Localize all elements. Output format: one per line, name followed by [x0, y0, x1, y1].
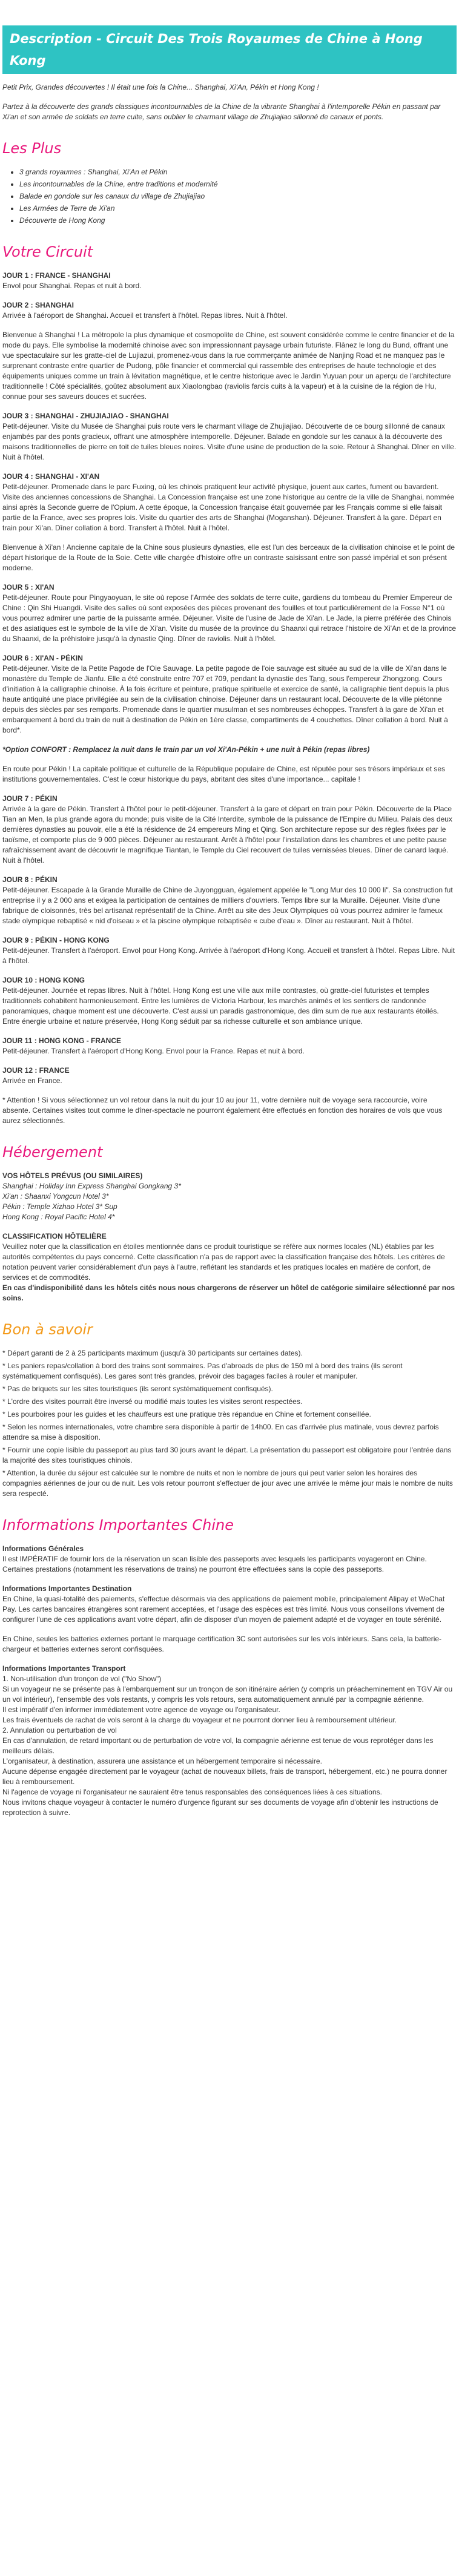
option-note: *Option CONFORT : Remplacez la nuit dans le train par un vol Xi'An-Pékin + une nuit à Pékin (repas libres)	[2, 745, 370, 754]
day-title: JOUR 12 : FRANCE	[2, 1066, 70, 1075]
good-to-know-item: * Départ garanti de 2 à 25 participants maximum (jusqu'à 30 participants sur certaines dates).	[2, 1349, 303, 1357]
classification-block	[2, 1231, 457, 1303]
plus-item: • Découverte de Hong Kong	[19, 216, 457, 226]
circuit-heading: Votre Circuit	[2, 243, 93, 260]
transport-item: Aucune dépense engagée directement par le voyageur (achat de nouveaux billets, frais de transport, hébergement, etc.) ne pourra donner lieu à remboursement.	[2, 1767, 447, 1786]
day-block	[2, 653, 457, 736]
plus-heading: Les Plus	[2, 140, 62, 157]
info-heading: Informations Importantes Chine	[2, 1517, 234, 1533]
day-block	[2, 764, 457, 785]
attention-note	[2, 1095, 457, 1126]
day-text: En route pour Pékin ! La capitale politique et culturelle de la République populaire de Chine, est réputée pour ses trésors impériaux et ses institutions gouvernementales. C'est le cœur historique du pays, abritant des sites d'une importance... capitale !	[2, 765, 446, 783]
day-block	[2, 875, 457, 926]
day-text: Bienvenue à Xi'an ! Ancienne capitale de la Chine sous plusieurs dynasties, elle est l'un des berceaux de la civilisation chinoise et le point de départ historique de la Route de la Soie. Cette ville chargée d'histoire offre un contraste saisissant entre son passé impérial et son présent moderne.	[2, 543, 455, 572]
day-block	[2, 542, 457, 573]
day-text: Arrivée à l'aéroport de Shanghai. Accueil et transfert à l'hôtel. Repas libres. Nuit à l'hôtel.	[2, 311, 288, 320]
info-transport-title: Informations Importantes Transport	[2, 1664, 126, 1673]
hotels-subheading: VOS HÔTELS PRÉVUS (OU SIMILAIRES)	[2, 1171, 143, 1180]
day-text: Petit-déjeuner. Transfert à l'aéroport. Envol pour Hong Kong. Arrivée à l'aéroport d'Hong Kong. Accueil et transfert à l'hôtel. Repas Libre. Nuit à l'hôtel.	[2, 946, 455, 965]
intro-greeting: Petit Prix, Grandes découvertes ! Il était une fois la Chine... Shanghai, Xi'An, Pékin et Hong Kong !	[2, 83, 319, 91]
hotel-item: Pékin : Temple Xizhao Hotel 3* Sup	[2, 1202, 117, 1211]
info-generales	[2, 1544, 457, 1575]
info-destination	[2, 1584, 457, 1625]
transport-item: Si un voyageur ne se présente pas à l'embarquement sur un tronçon de son itinéraire aérien (y compris un préacheminement en TGV Air ou un vol intérieur), l'ensemble des vols restants, y compris les vols retours, sera automatiquement annulé par la compagnie aérienne.	[2, 1685, 453, 1704]
day-text: Petit-déjeuner. Route pour Pingyaoyuan, le site où repose l'Armée des soldats de terre cuite, gardiens du tombeau du Premier Empereur de Chine : Qin Shi Huangdi. Visite des salles où sont exposées des pièces provenant des fouilles et tout particulièrement de la Fosse N°1 où vous pourrez admirer une partie de la puissante armée. Déjeuner. Visite de l'usine de Jade de Xi'an. Le Jade, la pierre préférée des Chinois et des asiatiques est le symbole de la ville de Xi'an. Visite du musée de la province du Shaanxi qui retrace l'histoire de Xi'An et de la province du Shaanxi, de la préhistoire jusqu'à la dynastie Qing. Dîner de raviolis. Nuit à l'hôtel.	[2, 593, 457, 643]
day-text: Envol pour Shanghai. Repas et nuit à bord.	[2, 282, 142, 290]
day-block	[2, 582, 457, 644]
good-to-know-item: * Selon les normes internationales, votre chambre sera disponible à partir de 14h00. En cas d'arrivée plus matinale, vous devrez parfois attendre sa mise à disposition.	[2, 1423, 439, 1441]
page	[0, 25, 459, 1818]
transport-item: Ni l'agence de voyage ni l'organisateur ne sauraient être tenus responsables des conséquences liées à ces situations.	[2, 1788, 382, 1796]
good-to-know-item: * L'ordre des visites pourrait être inversé ou modifié mais toutes les visites seront respectées.	[2, 1397, 303, 1406]
classification-note: En cas d'indisponibilité dans les hôtels cités nous nous chargerons de réserver un hôtel de catégorie similaire sélectionné par nos soins.	[2, 1283, 455, 1302]
good-to-know-item: * Les pourboires pour les guides et les chauffeurs est une pratique très répandue en Chine et fortement conseillée.	[2, 1410, 371, 1418]
transport-item: 1. Non-utilisation d'un tronçon de vol ("No Show")	[2, 1675, 162, 1683]
day-title: JOUR 6 : XI'AN - PÉKIN	[2, 654, 83, 662]
good-to-know-list	[2, 1348, 457, 1499]
classification-title: CLASSIFICATION HÔTELIÈRE	[2, 1232, 107, 1240]
day-title: JOUR 3 : SHANGHAI - ZHUJIAJIAO - SHANGHAI	[2, 412, 169, 420]
day-block	[2, 1036, 457, 1056]
day-block	[2, 271, 457, 291]
day-title: JOUR 9 : PÉKIN - HONG KONG	[2, 936, 110, 944]
day-title: JOUR 7 : PÉKIN	[2, 794, 58, 803]
day-block	[2, 975, 457, 1027]
day-block	[2, 1066, 457, 1086]
good-to-know-item: * Attention, la durée du séjour est calculée sur le nombre de nuits et non le nombre de jours qui peut varier selon les horaires des compagnies aériennes de jour ou de nuit. Les vols retour pourront s'effectuer de jour avec une arrivée le même jour mais le nombre de nuits sera respecté.	[2, 1469, 453, 1498]
info-destination-text: En Chine, la quasi-totalité des paiements, s'effectue désormais via des applications de paiement mobile, principalement Alipay et WeChat Pay. Les cartes bancaires étrangères sont rarement acceptées, et l'usage des espèces est très limité. Nous vous conseillons vivement de configurer l'une de ces applications avant votre départ, afin de disposer d'un moyen de paiement adapté et de voyager en toute sérénité.	[2, 1595, 445, 1624]
transport-item: Nous invitons chaque voyageur à contacter le numéro d'urgence figurant sur ses documents de voyage afin d'obtenir les instructions de reprotection à suivre.	[2, 1798, 438, 1817]
day-text: Petit-déjeuner. Visite de la Petite Pagode de l'Oie Sauvage. La petite pagode de l'oie sauvage est située au sud de la ville de Xi'an dans le monastère du Temple de Jianfu. Elle a été construite entre 707 et 709, pendant la dynastie des Tang, sous l'empereur Zhongzong. Cours d'initiation à la calligraphie chinoise. À la fois écriture et peinture, pratique spirituelle et exercice de santé, la calligraphie tient depuis la plus haute antiquité une place privilégiée au sein de la civilisation chinoise. Déjeuner dans un restaurant local. Découverte de la ville piétonne depuis des siècles par ses remparts. Promenade dans le quartier musulman et ses nombreuses échoppes. Transfert à la gare de Xi'an et embarquement à bord du train de nuit à destination de Pékin en 1ère classe, compartiments de 4 couchettes. Dîner collation à bord. Nuit à bord*.	[2, 664, 449, 734]
day-title: JOUR 4 : SHANGHAI - XI'AN	[2, 472, 100, 481]
hotel-item: Hong Kong : Royal Pacific Hotel 4*	[2, 1213, 115, 1221]
info-destination-title: Informations Importantes Destination	[2, 1584, 132, 1593]
day-text: Arrivée en France.	[2, 1076, 62, 1085]
day-text: Petit-déjeuner. Escapade à la Grande Muraille de Chine de Juyongguan, également appelée le "Long Mur des 10 000 li". Sa construction fut entreprise il y a 2 000 ans et exigea la participation de centaines de milliers d'ouvriers. Temps libre sur la Muraille. Déjeuner. Visite d'une fabrique de cloisonnés, très bel artisanat représentatif de la Chine. Arrêt au site des Jeux Olympiques où vous pourrez admirer le fameux stade olympique rebaptisé « nid d'oiseau » et la piscine olympique rebaptisée « cube d'eau ». Dîner au restaurant. Nuit à l'hôtel.	[2, 886, 453, 925]
day-title: JOUR 1 : FRANCE - SHANGHAI	[2, 271, 111, 280]
good-to-know-item: * Les paniers repas/collation à bord des trains sont sommaires. Pas d'abroads de plus de 150 ml à bord des trains (ils seront systématiquement confisqués). Les gares sont très grandes, prévoir des bagages faciles à rouler et manipuler.	[2, 1362, 403, 1380]
hotel-item: Shanghai : Holiday Inn Express Shanghai Gongkang 3*	[2, 1182, 181, 1190]
day-text: Arrivée à la gare de Pékin. Transfert à l'hôtel pour le petit-déjeuner. Transfert à la gare et départ en train pour Pékin. Découverte de la Place Tian an Men, la plus grande agora du monde; puis visite de la Cité Interdite, symbole de la puissance de l'Empire du Milieu. Palais des deux dernières dynasties au pouvoir, elle a été la résidence de 24 empereurs Ming et Qing. Son architecture repose sur des règles fixées par le taoïsme, et comporte plus de 9 000 pièces. Déjeuner au restaurant. Arrêt à l'hôtel pour l'installation dans les chambres et une petite pause rafraîchissement avant de découvrir le magnifique Tiantan, le Temple du Ciel recouvert de tuiles vernissées bleues. Dîner de canard laqué. Nuit à l'hôtel.	[2, 805, 452, 865]
day-text: Petit-déjeuner. Visite du Musée de Shanghai puis route vers le charmant village de Zhujiajiao. Découverte de ce bourg sillonné de canaux enjambés par des ponts gracieux, offrant une atmosphère intemporelle. Déjeuner. Balade en gondole sur les canaux à la découverte des maisons traditionnelles de pierre en toit de tuiles bleues noires. Visite d'une usine de production de la soie. Retour à Shanghai. Dîner en ville. Nuit à l'hôtel.	[2, 422, 457, 461]
day-block	[2, 935, 457, 966]
day-text: Petit-déjeuner. Transfert à l'aéroport d'Hong Kong. Envol pour la France. Repas et nuit à bord.	[2, 1047, 305, 1055]
hotels-heading: Hébergement	[2, 1144, 103, 1161]
info-destination-2: En Chine, seules les batteries externes portant le marquage certification 3C sont autorisées sur les vols intérieurs. Sans cela, la batterie-chargeur et batteries externes seront confisquées.	[2, 1635, 442, 1653]
transport-item: Les frais éventuels de rachat de vols seront à la charge du voyageur et ne pourront donner lieu à remboursement ultérieur.	[2, 1716, 397, 1724]
transport-item: L'organisateur, à destination, assurera une assistance et un hébergement temporaire si nécessaire.	[2, 1757, 322, 1765]
transport-item: En cas d'annulation, de retard important ou de perturbation de votre vol, la compagnie aérienne est tenue de vous reprotéger dans les meilleurs délais.	[2, 1736, 434, 1755]
day-text: Petit-déjeuner. Journée et repas libres. Nuit à l'hôtel. Hong Kong est une ville aux mille contrastes, où gratte-ciel futuristes et temples traditionnels cohabitent harmonieusement. Entre les lumières de Victoria Harbour, les marchés animés et les sentiers de randonnée panoramiques, chaque moment est une découverte. C'est aussi un paradis gastronomique, des dim sum de rue aux restaurants étoilés. Entre énergie urbaine et nature préservée, Hong Kong séduit par sa richesse culturelle et son ambiance unique.	[2, 986, 439, 1026]
intro-body: Partez à la découverte des grands classiques incontournables de la Chine de la vibrante Shanghai à l'intemporelle Pékin en passant par Xi'an et son armée de soldats en terre cuite, sans oublier le charmant village de Zhujiajiao sillonné de canaux et ponts.	[2, 102, 441, 121]
plus-item: • Les Armées de Terre de Xi'an	[19, 203, 457, 214]
page-title: Description - Circuit Des Trois Royaumes de Chine à Hong Kong	[2, 25, 457, 74]
info-generales-text: Il est IMPÉRATIF de fournir lors de la réservation un scan lisible des passeports avec lesquels les participants voyageront en Chine. Certaines prestations (notamment les réservations de trains) ne pourront être effectuées sans la copie des passeports.	[2, 1555, 427, 1573]
transport-item: Il est impératif d'en informer immédiatement votre agence de voyage ou l'organisateur.	[2, 1705, 280, 1714]
hotel-item: Xi'an : Shaanxi Yongcun Hotel 3*	[2, 1192, 109, 1201]
good-to-know-item: * Fournir une copie lisible du passeport au plus tard 30 jours avant le départ. La présentation du passeport est obligatoire pour l'entrée dans la majorité des sites touristiques chinois.	[2, 1446, 452, 1464]
attention-text: * Attention ! Si vous sélectionnez un vol retour dans la nuit du jour 10 au jour 11, votre dernière nuit de voyage sera raccourcie, voire absente. Certaines visites tout comme le dîner-spectacle ne pourront également être effectués en fonction des horaires de vols que vous aurez sélectionnés.	[2, 1096, 443, 1125]
info-generales-title: Informations Générales	[2, 1544, 84, 1553]
day-text: Bienvenue à Shanghai ! La métropole la plus dynamique et cosmopolite de Chine, est souvent considérée comme le centre financier et de la mode du pays. Elle symbolise la modernité chinoise avec son impressionnant paysage urbain futuriste. Flânez le long du Bund, offrant une vue spectaculaire sur les gratte-ciel de Lujiazui, promenez-vous dans la rue commerçante animée de Nanjing Road et ne manquez pas le surprenant contraste entre quartier de Pudong, pôle financier et commercial qui rassemble des entreprises de haute technologie et des équipements uniques comme un train à lévitation magnétique, et le centre historique avec le Jardin Yuyuan pour un aperçu de l'architecture traditionnelle ! Côté spécialités, goûtez absolument aux Xiaolongbao (raviolis farcis cuits à la vapeur) et à la cuisine de la région de Hu, connue pour ses saveurs douces et sucrées.	[2, 331, 455, 401]
circuit-days	[2, 271, 457, 1126]
plus-item: • Les incontournables de la Chine, entre traditions et modernité	[19, 179, 457, 189]
info-transport	[2, 1664, 457, 1818]
good-to-know-heading: Bon à savoir	[2, 1321, 93, 1338]
day-title: JOUR 2 : SHANGHAI	[2, 301, 74, 309]
hotels-block	[2, 1171, 457, 1222]
classification-text: Veuillez noter que la classification en étoiles mentionnée dans ce produit touristique se réfère aux normes locales (NL) établies par les autorités compétentes du pays concerné. Cette classification n'a pas de rapport avec la classification française des hôtels. Les critères de notation peuvent varier considérablement d'un pays à l'autre, reflétant les standards et les pratiques locales en matière de confort, de services et de commodités.	[2, 1242, 445, 1282]
day-block	[2, 330, 457, 402]
day-title: JOUR 10 : HONG KONG	[2, 976, 85, 984]
day-title: JOUR 5 : XI'AN	[2, 583, 54, 591]
transport-item: 2. Annulation ou perturbation de vol	[2, 1726, 117, 1734]
day-title: JOUR 11 : HONG KONG - FRANCE	[2, 1036, 122, 1045]
plus-item: • Balade en gondole sur les canaux du village de Zhujiajiao	[19, 191, 457, 202]
day-block	[2, 794, 457, 866]
plus-list	[2, 167, 457, 226]
day-block	[2, 300, 457, 321]
day-block	[2, 472, 457, 533]
good-to-know-item: * Pas de briquets sur les sites touristiques (ils seront systématiquement confisqués).	[2, 1385, 273, 1393]
day-block	[2, 411, 457, 463]
day-text: Petit-déjeuner. Promenade dans le parc Fuxing, où les chinois pratiquent leur activité physique, jouent aux cartes, fument ou bavardent. Visite des anciennes concessions de Shanghai. La Concession française est une zone historique au centre de la ville de Shanghai, nommée ainsi après la Seconde guerre de l'Opium. A cette époque, la Concession française était gouvernée par les Français comme si elle faisait partie de la France, avec ses propres lois. Visite du quartier des arts de Shanghai (Moganshan). Déjeuner. Transfert à la gare. Départ en train pour Xi'an. Dîner collation à bord. Transfert à l'hôtel. Nuit à l'hôtel.	[2, 483, 455, 532]
plus-item: • 3 grands royaumes : Shanghai, Xi'An et Pékin	[19, 167, 457, 177]
day-title: JOUR 8 : PÉKIN	[2, 875, 58, 884]
